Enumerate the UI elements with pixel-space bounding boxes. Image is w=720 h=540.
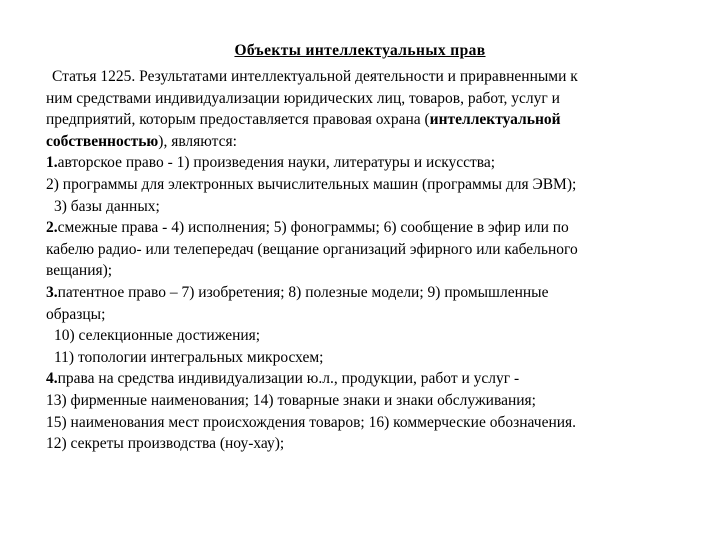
document-title: Объекты интеллектуальных прав — [234, 42, 486, 59]
list-item-line: 12) секреты производства (ноу-хау); — [46, 435, 285, 453]
list-item-line: кабелю радио- или телепередач (вещание организаций эфирного или кабельного — [46, 240, 578, 258]
article-line — [46, 131, 682, 153]
article-line: ним средствами индивидуализации юридических лиц, товаров, работ, услуг и — [46, 89, 560, 107]
list-item-1 — [46, 152, 682, 174]
list-item-line: образцы; — [46, 305, 106, 323]
item-number: 2. — [46, 219, 58, 237]
list-item-line: 11) топологии интегральных микросхем; — [54, 348, 324, 366]
list-item-line: 3) базы данных; — [54, 197, 160, 215]
item-text: патентное право – 7) изобретения; 8) полезные модели; 9) промышленные — [57, 283, 549, 301]
item-number: 1. — [46, 154, 58, 172]
bold-term: собственностью — [46, 132, 159, 150]
article-text: предприятий, которым предоставляется правовая охрана ( — [46, 111, 430, 129]
list-item-line: вещания); — [46, 262, 113, 280]
list-item-3 — [46, 282, 682, 304]
list-item-line: 10) селекционные достижения; — [54, 327, 261, 345]
article-text: ), являются: — [158, 132, 237, 150]
item-number: 4. — [46, 370, 58, 388]
item-text: смежные права - 4) исполнения; 5) фонограммы; 6) сообщение в эфир или по — [57, 219, 569, 237]
list-item-line: 15) наименования мест происхождения товаров; 16) коммерческие обозначения. — [46, 413, 577, 431]
article-line — [46, 109, 682, 131]
list-item-line: 13) фирменные наименования; 14) товарные знаки и знаки обслуживания; — [46, 391, 536, 409]
list-item-line: 2) программы для электронных вычислительных машин (программы для ЭВМ); — [46, 175, 577, 193]
item-text: права на средства индивидуализации ю.л., продукции, работ и услуг - — [57, 370, 520, 388]
document-body — [46, 66, 682, 455]
item-text: авторское право - 1) произведения науки, литературы и искусства; — [57, 154, 496, 172]
bold-term: интеллектуальной — [429, 111, 561, 129]
item-number: 3. — [46, 283, 58, 301]
article-line: Статья 1225. Результатами интеллектуальной деятельности и приравненными к — [52, 68, 578, 85]
list-item-4 — [46, 368, 682, 390]
list-item-2 — [46, 217, 682, 239]
